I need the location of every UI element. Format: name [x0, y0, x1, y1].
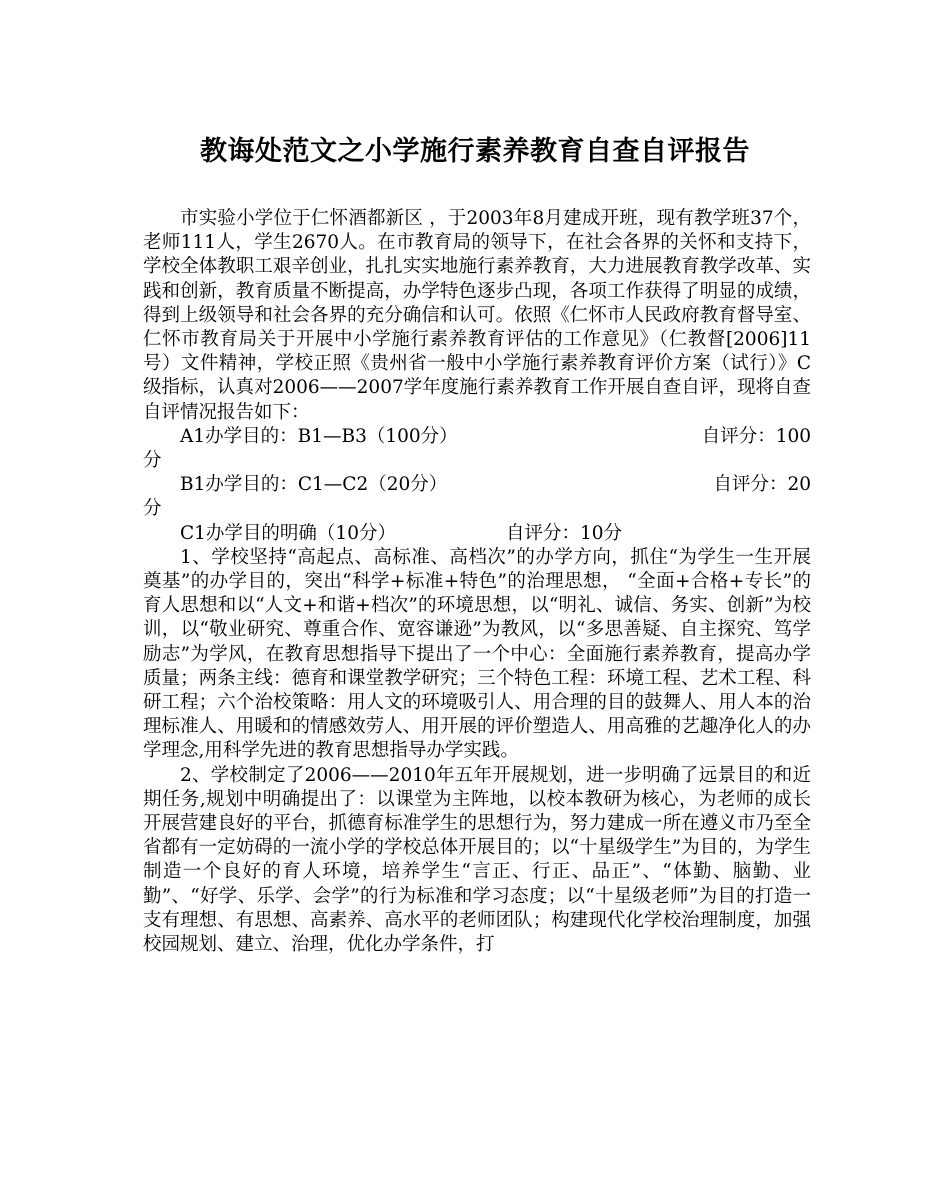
b1-unit: 分 — [143, 498, 162, 520]
a1-self-score: 自评分：100 — [701, 425, 811, 447]
b1-score-line — [143, 473, 811, 497]
a1-label: A1办学目的：B1—B3（100分） — [180, 425, 458, 447]
c1-self-score: 自评分：10分 — [505, 522, 623, 544]
document-body — [143, 207, 811, 957]
b1-label: B1办学目的：C1—C2（20分） — [180, 474, 448, 496]
intro-paragraph: 市实验小学位于仁怀酒都新区 ，于2003年8月建成开班，现有教学班37个，老师111人，学生2670人。在市教育局的领导下，在社会各界的关怀和支持下，学校全体教职工艰辛创业，扎扎实实地施行素养教育，大力进展教育教学改革、实践和创新，教育质量不断提高，办学特色逐步凸现，各项工作获得了明显的成绩，得到上级领导和社会各界的充分确信和认可。依照《仁怀市人民政府教育督导室、仁怀市教育局关于开展中小学施行素养教育评估的工作意见》（仁教督[2006]11号）文件精神，学校正照《贵州省一般中小学施行素养教育评价方案（试行）》C级指标，认真对2006——2007学年度施行素养教育工作开展自查自评，现将自查自评情况报告如下： — [143, 208, 811, 423]
a1-score-line — [143, 425, 811, 449]
c1-score-line — [143, 522, 811, 546]
item-1-paragraph: 1、学校坚持“高起点、高标准、高档次”的办学方向，抓住“为学生一生开展奠基”的办学目的，突出“科学+标准+特色”的治理思想， “全面+合格+专长”的育人思想和以“人文+和谐+档次”的环境思想，以“明礼、诚信、务实、创新”为校训，以“敬业研究、尊重合作、宽容谦逊”为教风，以“多思善疑、自主探究、笃学励志”为学风，在教育思想指导下提出了一个中心：全面施行素养教育，提高办学质量；两条主线：德育和课堂教学研究；三个特色工程：环境工程、艺术工程、科研工程；六个治校策略：用人文的环境吸引人、用合理的目的鼓舞人、用人本的治理标准人、用暖和的情感效劳人、用开展的评价塑造人、用高雅的艺趣净化人的办学理念,用科学先进的教育思想指导办学实践。 — [143, 546, 811, 762]
document-title: 教诲处范文之小学施行素养教育自查自评报告 — [200, 136, 750, 167]
item-2-paragraph: 2、学校制定了2006——2010年五年开展规划，进一步明确了远景目的和近期任务,规划中明确提出了：以课堂为主阵地，以校本教研为核心，为老师的成长开展营建良好的平台，抓德育标准学生的思想行为，努力建成一所在遵义市乃至全省都有一定妨碍的一流小学的学校总体开展目的；以“十星级学生”为目的，为学生制造一个良好的育人环境，培养学生“言正、行正、品正”、“体勤、脑勤、业勤”、“好学、乐学、会学”的行为标准和学习态度；以“十星级老师”为目的打造一支有理想、有思想、高素养、高水平的老师团队；构建现代化学校治理制度，加强校园规划、建立、治理，优化办学条件，打 — [143, 764, 811, 956]
c1-label: C1办学目的明确（10分） — [180, 522, 396, 544]
a1-unit: 分 — [143, 450, 162, 472]
b1-self-score: 自评分：20 — [713, 474, 811, 496]
